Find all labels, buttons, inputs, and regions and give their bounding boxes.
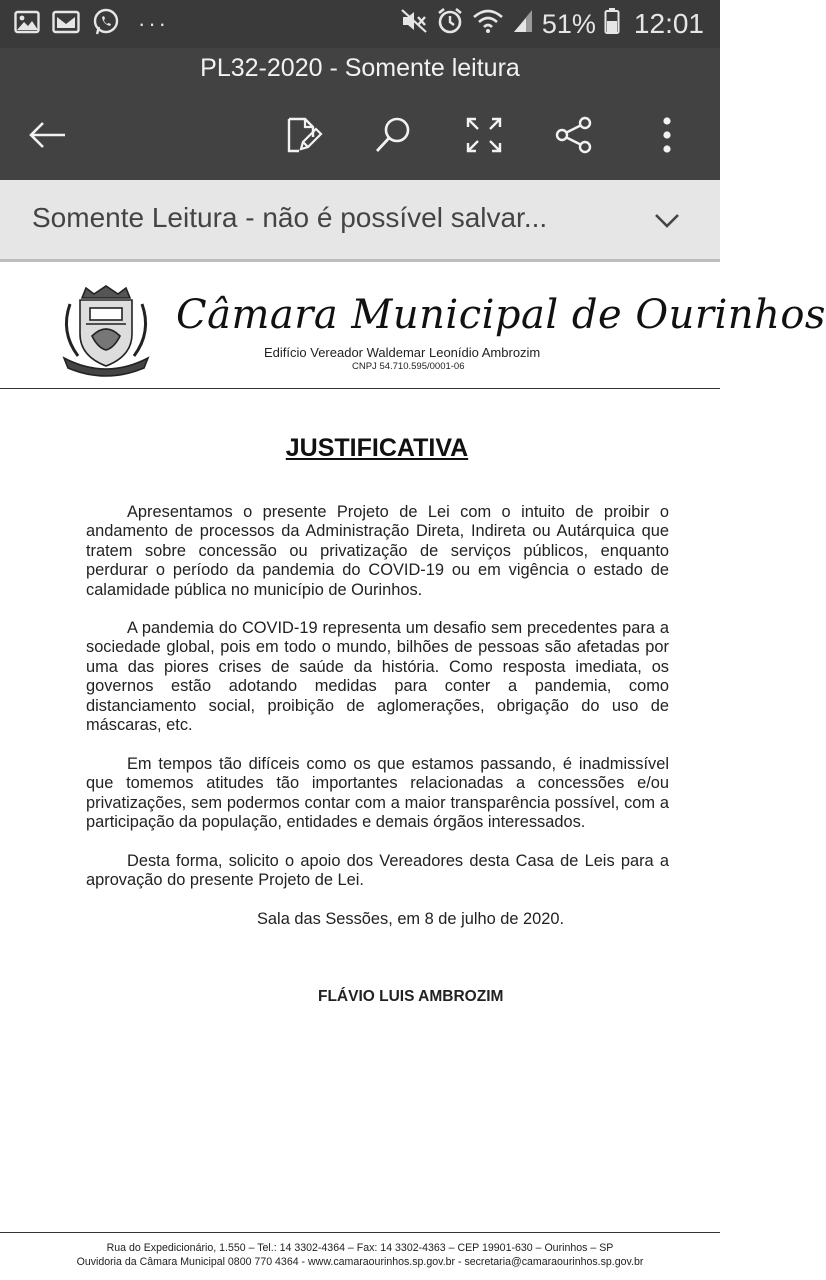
more-icon — [661, 115, 673, 155]
battery-icon — [604, 7, 620, 42]
overflow-indicator: ··· — [138, 11, 169, 36]
whatsapp-icon — [92, 8, 120, 41]
mute-icon — [400, 8, 428, 41]
clock: 12:01 — [633, 8, 704, 39]
city-crest-logo — [56, 284, 156, 380]
image-icon — [14, 10, 40, 39]
battery-percent: 51% — [541, 8, 596, 39]
signal-icon — [512, 8, 534, 41]
app-bar — [0, 48, 720, 180]
status-bar-left — [14, 10, 169, 38]
cnpj: CNPJ 54.710.595/0001-06 — [352, 361, 465, 372]
document-title: PL32-2020 - Somente leitura — [200, 54, 520, 82]
document-page — [0, 266, 826, 1280]
place-date: Sala das Sessões, em 8 de julho de 2020. — [257, 910, 565, 928]
fullscreen-button[interactable] — [459, 110, 509, 160]
search-button[interactable] — [368, 110, 418, 160]
readonly-message: Somente Leitura - não é possível salvar... — [32, 202, 548, 233]
footer-contact: Ouvidoria da Câmara Municipal 0800 770 4364 - www.camaraourinhos.sp.gov.br - secretaria@camaraourinhos.sp.gov.br — [76, 1256, 644, 1268]
paragraph: A pandemia do COVID-19 representa um desafio sem precedentes para a sociedade global, pois em todo o mundo, bilhões de pessoas são afetadas por uma das piores crises de saúde da história. Como resposta imediata, os governos estão adotando medidas para conter a pandemia, como distanciamento social, proibição de aglomerações, obrigação do uso de máscaras, etc. — [86, 619, 669, 735]
building-name: Edifício Vereador Waldemar Leonídio Ambrozim — [264, 345, 541, 360]
chevron-down-icon[interactable] — [650, 206, 684, 236]
more-options-button[interactable] — [642, 110, 692, 160]
paragraph: Apresentamos o presente Projeto de Lei com o intuito de proibir o andamento de processos da Administração Direta, Indireta ou Autárquica que tratem sobre concessão ou privatização de serviços públicos, enquanto perdurar o período da pandemia do COVID-19 ou em vigência o estado de calamidade pública no município de Ourinhos. — [86, 503, 669, 599]
institution-name: Câmara Municipal de Ourinhos — [176, 292, 826, 338]
edit-button[interactable] — [278, 110, 328, 160]
footer-address: Rua do Expedicionário, 1.550 – Tel.: 14 3302-4364 – Fax: 14 3302-4363 – CEP 19901-630 – Ourinhos – SP — [106, 1242, 614, 1254]
status-bar — [0, 0, 720, 48]
back-icon — [27, 120, 67, 150]
letterhead — [0, 266, 826, 389]
status-bar-right — [400, 8, 704, 40]
fullscreen-icon — [466, 117, 502, 153]
wifi-icon — [472, 8, 504, 41]
share-button[interactable] — [549, 110, 599, 160]
readonly-banner[interactable] — [0, 180, 720, 262]
edit-icon — [283, 115, 323, 155]
paragraph: Desta forma, solicito o apoio dos Vereadores desta Casa de Leis para a aprovação do presente Projeto de Lei. — [86, 852, 669, 890]
alarm-icon — [436, 7, 464, 42]
share-icon — [554, 115, 594, 155]
back-button[interactable] — [22, 110, 72, 160]
document-footer — [0, 1232, 720, 1269]
mail-icon — [52, 10, 80, 39]
section-heading: JUSTIFICATIVA — [285, 434, 469, 462]
signature-name: FLÁVIO LUIS AMBROZIM — [318, 988, 504, 1005]
search-icon — [373, 115, 413, 155]
paragraph: Em tempos tão difíceis como os que estamos passando, é inadmissível que tomemos atitudes tão importantes relacionadas a concessões e/ou privatizações, sem podermos contar com a maior transparência possível, com a participação da população, entidades e demais órgãos interessados. — [86, 755, 669, 832]
